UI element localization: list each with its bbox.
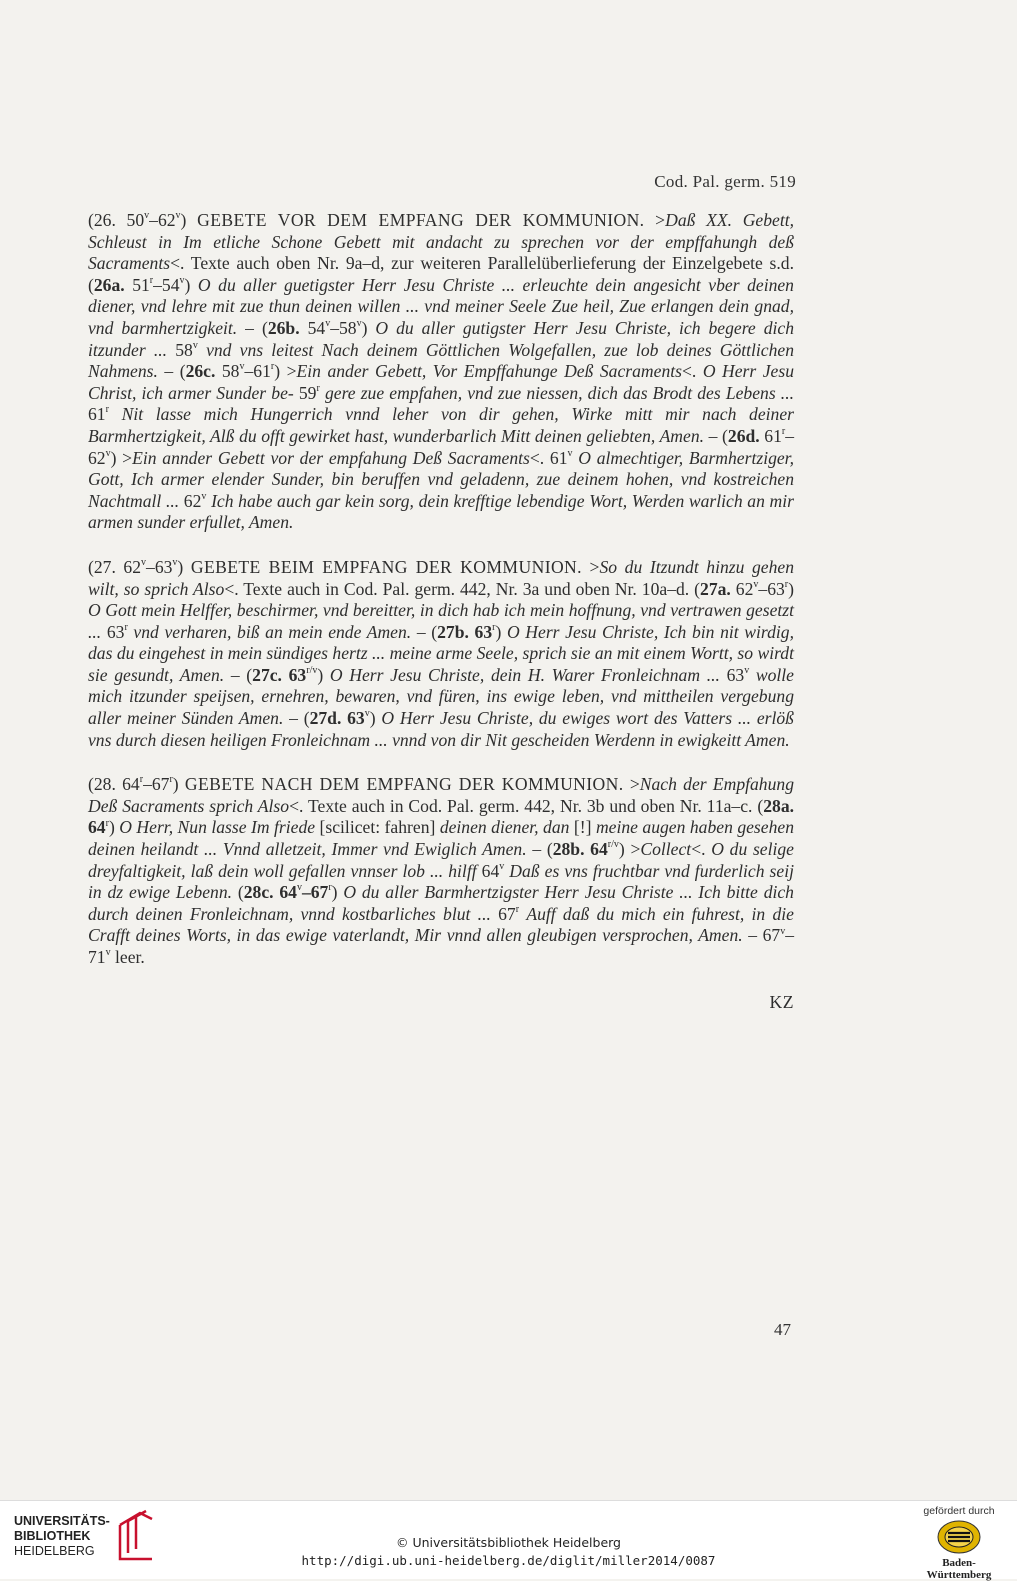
funding-label: gefördert durch [923, 1505, 995, 1517]
funding-notice [913, 1505, 1005, 1581]
page-number: 47 [774, 1320, 791, 1339]
catalogue-entry-26: (26. 50$^v$–62$^v$) GEBETE VOR DEM EMPFANG DER KOMMUNION. >Daß XX. Gebett, Schleust in Im etliche Schone Gebett mit andacht zu sprechen vor der empffahungh deß Sacraments<. Texte auch oben Nr. 9a–d, zur weiteren Parallelüberlieferung der Einzelgebete s.d. (26a. 51$^r$–54$^v$) O du aller guetigster Herr Jesu Christe ... erleuchte dein angesicht vber deinen diener, vnd lehre mit zue thun deinen willen ... vnd meiner Seele Zue heil, Zue erlangen dein gnad, vnd barmhertzigkeit. – (26b. 54$^v$–58$^v$) O du aller gutigster Herr Jesu Christe, ich begere dich itzunder ... 58$^v$ vnd vns leitest Nach deinem Göttlichen Wolgefallen, zue lob deines Göttlichen Nahmens. – (26c. $58^v-61^r) >Ein$ ander Gebett, Vor Empffahunge Deß Sacraments<. O Herr Jesu Christ, ich armer Sunder be- 59$^r$ gere zue empfahen, vnd zue niessen, dich das Brodt des Lebens ... 61$^r$ Nit lasse mich Hungerrich vnnd leher von dir gehen, Wirke mitt mir nach deiner Barmhertzigkeit, Alß du offt gewirket hast, wunderbarlich Mitt deinen geliebten, Amen. – (26d. $61^r-62^v) >Ein$ annder Gebett vor der empfahung Deß Sacraments<. 61$^v$ O almechtiger, Barmhertziger, Gott, Ich armer elender Sunder, bin beruffen vnd geladenn, zue deinem hohen, vnd kostreichen Nachtmall ... 62$^v$ Ich habe auch gar kein sorg, dein krefftige lebendige Wort, Werden warlich an mir armen sunder erfullet, Amen. [88, 210, 795, 533]
funding-name: Baden-Württemberg [926, 1557, 992, 1581]
catalogue-text [88, 210, 794, 1013]
author-initials: KZ [769, 991, 794, 1012]
entry-heading: GEBETE BEIM EMPFANG DER KOMMUNION. [190, 556, 582, 577]
copyright-notice: © Universitätsbibliothek Heidelberg [395, 1535, 621, 1550]
catalogue-entry-27: (27. 62$^v$–63$^v$) GEBETE BEIM EMPFANG DER KOMMUNION. >So du Itzundt hinzu gehen wilt, so sprich Also<. Texte auch in Cod. Pal. germ. 442, Nr. 3a und oben Nr. 10a–d. (27a. 62$^v$–63$^r$) O Gott mein Helffer, beschirmer, vnd bereitter, in dich hab ich mein hoffnung, vnd vertrawen gesetzt ... 63$^r$ vnd verharen, biß an mein ende Amen. – (27b. 63$^r$) O Herr Jesu Christe, Ich bin nit wirdig, das du eingehest in mein sündiges hertz ... meine arme Seele, sprich sie an mit einem Wortt, so wirdt sie gesundt, Amen. – (27c. $63^{r/v}$) O Herr Jesu Christe, dein H. Warer Fronleichnam ... 63$^v$ wolle mich itzunder speijsen, ernehren, bewaren, vnd füren, ins ewige leben, vnd mittheilen vergebung aller meiner Sünden Amen. – (27d. 63$^v$) O Herr Jesu Christe, du ewiges wort des Vatters ... erlöß vns durch diesen heiligen Fronleichnam ... vnnd von dir Nit gescheiden Werdenn in ewigkeitt Amen. [88, 556, 795, 750]
catalogue-entry-28: (28. 64$^r$–67$^r$) GEBETE NACH DEM EMPFANG DER KOMMUNION. >Nach der Empfahung Deß Sacraments sprich Also<. Texte auch in Cod. Pal. germ. 442, Nr. 3b und oben Nr. 11a–c. (28a. 64$^r$) O Herr, Nun lasse Im friede [scilicet: fahren] deinen diener, dan [!] meine augen haben gesehen deinen heilandt ... Vnnd alletzeit, Immer vnd Ewiglich Amen. – (28b. $64^{r/v}$) >Collect<. O du selige dreyfaltigkeit, laß dein woll gefallen vnnser lob ... hilff 64$^v$ Daß es vns fruchtbar vnd furderlich seij in dz ewige Lebenn. (28c. 64$^v$–67$^r$) O du aller Barmhertzigster Herr Jesu Christe ... Ich bitte dich durch deinen Fronleichnam, vnnd kostbarliches blut ... 67$^r$ Auff daß du mich ein fuhrest, in die Crafft deines Worts, in das ewige vaterlandt, Mir vnnd allen gleubigen versprochen, Amen. – 67$^v$–71$^v$ leer. [88, 774, 795, 967]
baden-wuerttemberg-crest-icon [936, 1519, 982, 1555]
running-head: Cod. Pal. germ. 519 [654, 172, 796, 191]
permalink-url[interactable]: http://digi.ub.uni-heidelberg.de/diglit/miller2014/0087 [301, 1553, 716, 1568]
entry-heading: GEBETE VOR DEM EMPFANG DER KOMMUNION. [197, 210, 645, 230]
entry-heading: GEBETE NACH DEM EMPFANG DER KOMMUNION. [184, 774, 624, 795]
footer-bar [0, 1500, 1017, 1579]
library-name: UNIVERSITÄTS- BIBLIOTHEK HEIDELBERG [14, 1513, 110, 1558]
